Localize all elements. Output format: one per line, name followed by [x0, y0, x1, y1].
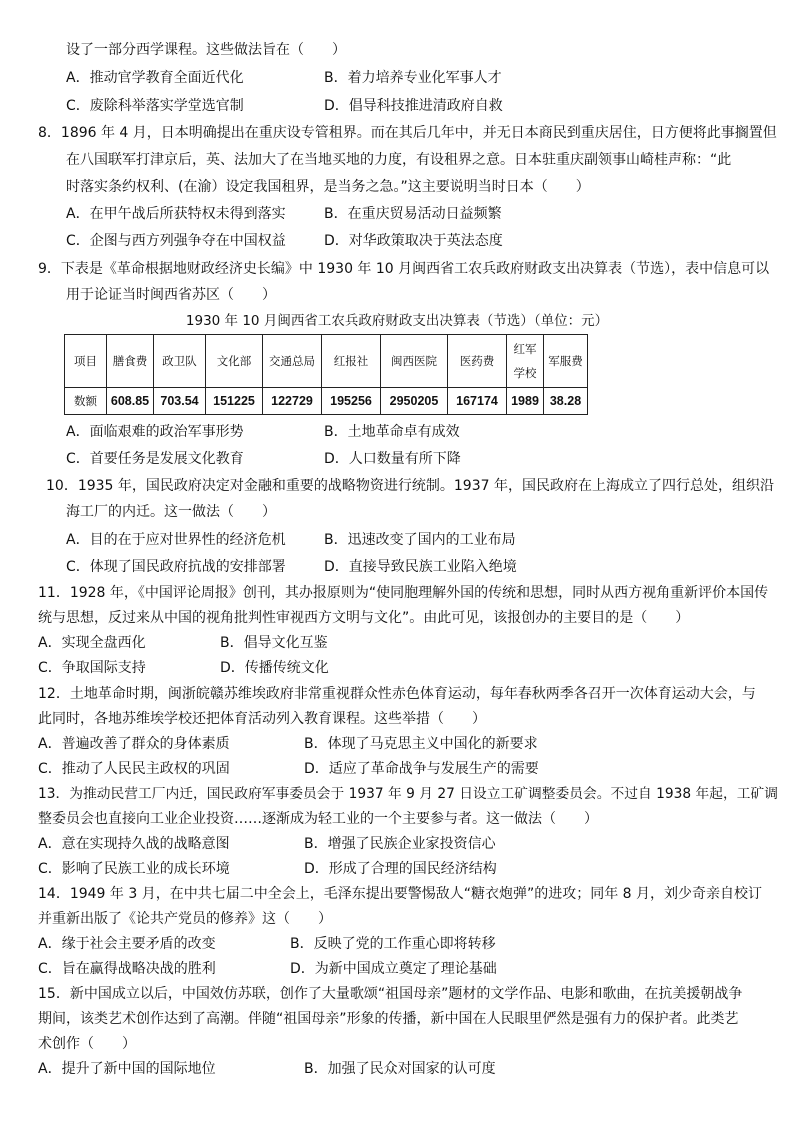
q14-stem-line2: 并重新出版了《论共产党员的修养》这（ ）: [38, 911, 332, 927]
q15-stem-line3: 术创作（ ）: [38, 1036, 136, 1052]
q11-option-a: A．实现全盘西化: [38, 635, 146, 651]
q10-option-c: C．体现了国民政府抗战的安排部署: [66, 559, 286, 575]
q9-option-a: A．面临艰难的政治军事形势: [66, 424, 244, 440]
col-header: 膳食费: [107, 335, 154, 388]
col-header: 军服费: [544, 335, 588, 388]
table-cell: 38.28: [544, 388, 588, 415]
q11-option-d: D．传播传统文化: [220, 660, 329, 676]
col-header: 医药费: [448, 335, 507, 388]
col-header: 红军学校: [507, 335, 544, 388]
table-cell: 703.54: [154, 388, 206, 415]
q10-option-b: B．迅速改变了国内的工业布局: [324, 532, 516, 548]
row-header-item: 项目: [65, 335, 107, 388]
q9-option-b: B．土地革命卓有成效: [324, 424, 460, 440]
q13-option-b: B．增强了民族企业家投资信心: [304, 836, 496, 852]
q12-option-d: D．适应了革命战争与发展生产的需要: [304, 761, 539, 777]
q9-stem-line2: 用于论证当时闽西省苏区（ ）: [66, 287, 276, 303]
table-cell: 122729: [263, 388, 322, 415]
table-cell: 195256: [322, 388, 381, 415]
q15-stem-line1: 15．新中国成立以后，中国效仿苏联，创作了大量歌颂“祖国母亲”题材的文学作品、电影和歌曲，在抗美援朝战争: [38, 986, 743, 1002]
q13-option-c: C．影响了民族工业的成长环境: [38, 861, 230, 877]
q15-stem-line2: 期间，该类艺术创作达到了高潮。伴随“祖国母亲”形象的传播，新中国在人民眼里俨然是强有力的保护者。此类艺: [38, 1011, 739, 1027]
q8-option-a: A．在甲午战后所获特权未得到落实: [66, 206, 286, 222]
q7-option-c: C．废除科举落实学堂选官制: [66, 98, 244, 114]
q9-stem-line1: 9．下表是《革命根据地财政经济史长编》中 1930 年 10 月闽西省工农兵政府财政支出决算表（节选），表中信息可以: [38, 261, 770, 277]
q14-option-c: C．旨在赢得战略决战的胜利: [38, 961, 216, 977]
q12-option-c: C．推动了人民民主政权的巩固: [38, 761, 230, 777]
q15-option-a: A．提升了新中国的国际地位: [38, 1061, 216, 1077]
q12-stem-line1: 12．土地革命时期，闽浙皖赣苏维埃政府非常重视群众性赤色体育运动，每年春秋两季各召开一次体育运动大会，与: [38, 686, 756, 702]
q10-stem-line2: 海工厂的内迁。这一做法（ ）: [66, 504, 276, 520]
q14-option-b: B．反映了党的工作重心即将转移: [290, 936, 496, 952]
q7-option-a: A．推动官学教育全面近代化: [66, 70, 244, 86]
col-header: 闽西医院: [381, 335, 448, 388]
q8-stem-line3: 时落实条约权利、(在渝）设定我国租界，是当务之急。”这主要说明当时日本（ ）: [66, 179, 590, 195]
q13-stem-line1: 13．为推动民营工厂内迁，国民政府军事委员会于 1937 年 9 月 27 日设立工矿调整委员会。不过自 1938 年起，工矿调: [38, 786, 778, 802]
col-header: 交通总局: [263, 335, 322, 388]
table-value-row: [65, 388, 588, 415]
q14-option-a: A．缘于社会主要矛盾的改变: [38, 936, 216, 952]
q10-option-a: A．目的在于应对世界性的经济危机: [66, 532, 286, 548]
q7-option-b: B．着力培养专业化军事人才: [324, 70, 502, 86]
table-cell: 1989: [507, 388, 544, 415]
table-cell: 167174: [448, 388, 507, 415]
q13-option-a: A．意在实现持久战的战略意图: [38, 836, 230, 852]
q13-option-d: D．形成了合理的国民经济结构: [304, 861, 497, 877]
col-header: 政卫队: [154, 335, 206, 388]
q12-stem-line2: 此同时，各地苏维埃学校还把体育活动列入教育课程。这些举措（ ）: [38, 711, 486, 727]
q7-stem-end: 设了一部分西学课程。这些做法旨在（ ）: [66, 42, 346, 58]
q12-option-a: A．普遍改善了群众的身体素质: [38, 736, 230, 752]
table-cell: 608.85: [107, 388, 154, 415]
q11-option-c: C．争取国际支持: [38, 660, 146, 676]
q10-option-d: D．直接导致民族工业陷入绝境: [324, 559, 517, 575]
q11-option-b: B．倡导文化互鉴: [220, 635, 328, 651]
q11-stem-line1: 11．1928 年，《中国评论周报》创刊，其办报原则为“使同胞理解外国的传统和思想，同时从西方视角重新评价本国传: [38, 585, 769, 601]
q8-option-c: C．企图与西方列强争夺在中国权益: [66, 233, 286, 249]
table-cell: 151225: [206, 388, 263, 415]
q8-option-d: D．对华政策取决于英法态度: [324, 233, 503, 249]
expenditure-table: [64, 334, 588, 415]
q14-stem-line1: 14．1949 年 3 月，在中共七届二中全会上，毛泽东提出要警惕敌人“糖衣炮弹”的进攻；同年 8 月，刘少奇亲自校订: [38, 886, 763, 902]
q15-option-b: B．加强了民众对国家的认可度: [304, 1061, 496, 1077]
q11-stem-line2: 统与思想，反过来从中国的视角批判性审视西方文明与文化”。由此可见，该报创办的主要目的是（ ）: [38, 610, 690, 626]
q9-option-d: D．人口数量有所下降: [324, 451, 461, 467]
q10-stem-line1: 10．1935 年，国民政府决定对金融和重要的战略物资进行统制。1937 年，国民政府在上海成立了四行总处，组织沿: [46, 478, 774, 494]
col-header: 文化部: [206, 335, 263, 388]
col-header: 红报社: [322, 335, 381, 388]
q8-option-b: B．在重庆贸易活动日益频繁: [324, 206, 502, 222]
row-header-amount: 数额: [65, 388, 107, 415]
table-cell: 2950205: [381, 388, 448, 415]
q8-stem-line2: 在八国联军打津京后，英、法加大了在当地买地的力度，有设租界之意。日本驻重庆副领事山崎桂声称：“此: [66, 152, 732, 168]
q14-option-d: D．为新中国成立奠定了理论基础: [290, 961, 497, 977]
q12-option-b: B．体现了马克思主义中国化的新要求: [304, 736, 538, 752]
table-caption: 1930 年 10 月闽西省工农兵政府财政支出决算表（节选）（单位：元）: [185, 313, 609, 329]
q7-option-d: D．倡导科技推进清政府自救: [324, 98, 503, 114]
q13-stem-line2: 整委员会也直接向工业企业投资……逐渐成为轻工业的一个主要参与者。这一做法（ ）: [38, 811, 598, 827]
q9-option-c: C．首要任务是发展文化教育: [66, 451, 244, 467]
table-header-row: [65, 335, 588, 388]
q8-stem-line1: 8．1896 年 4 月，日本明确提出在重庆设专管租界。而在其后几年中，并无日本商民到重庆居住，日方便将此事搁置但: [38, 125, 777, 141]
